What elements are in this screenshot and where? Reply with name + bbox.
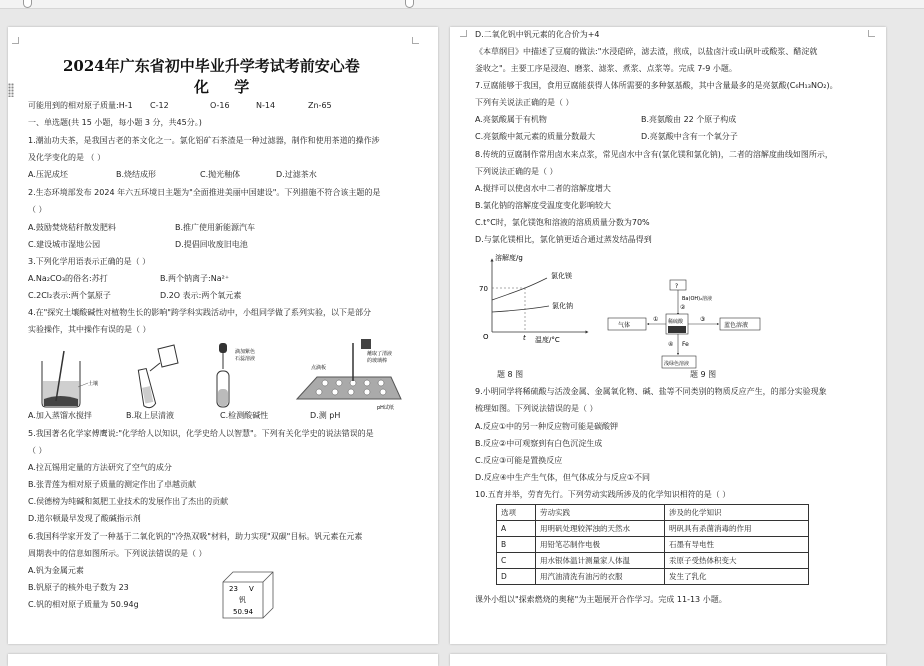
q3-option-d: D.2O 表示:两个氧元素 [160, 291, 242, 300]
solubility-chart [475, 252, 595, 342]
series-label-nacl: 氯化钠 [552, 302, 573, 310]
table-cell: 用铅笔芯制作电极 [536, 537, 665, 553]
table-row [497, 553, 809, 569]
q4-option-b: B.取上层清液 [126, 411, 175, 420]
horizontal-ruler[interactable] [0, 0, 924, 9]
q2-option-c: C.建设城市湿地公园 [28, 240, 101, 249]
q3-option-c: C.2Cl₂表示:两个氯原子 [28, 291, 111, 300]
q8-stem-cont: 下列说法正确的是（ ） [475, 167, 558, 176]
blue-solution-label: 蓝色溶液 [724, 322, 749, 329]
q6-option-b: B.钒原子的核外电子数为 23 [28, 583, 129, 592]
q5-stem: 5.我国著名化学家傅鹰说:"化学给人以知识，化学史给人以智慧"。下列有关化学史的说法错误的是 [28, 429, 374, 438]
table-cell: 用汽油清洗有油污的衣服 [536, 569, 665, 585]
q6-option-d: D.二氧化钒中钒元素的化合价为+4 [475, 30, 600, 39]
q4-stem: 4.在"探究土壤酸碱性对植物生长的影响"跨学科实践活动中，小组同学做了系列实验，以下是部分 [28, 308, 371, 317]
table-cell: D [497, 569, 536, 585]
q4-option-d: D.测 pH [310, 411, 341, 420]
q4-stem-cont: 实验操作，其中操作有误的是（ ） [28, 325, 151, 334]
q5-option-b: B.张青莲为相对原子质量的测定作出了卓越贡献 [28, 480, 197, 489]
table-cell: A [497, 521, 536, 537]
page-corner-mark [12, 37, 19, 44]
page-corner-mark [868, 30, 875, 37]
chart-x-axis-label: 温度/°C [535, 336, 560, 344]
subject-title: 化 学 [194, 78, 260, 96]
q1-stem-cont: 及化学变化的是 （ ） [28, 153, 106, 162]
q1-option-d: D.过滤茶水 [276, 170, 317, 179]
drag-handle-dots[interactable] [8, 83, 14, 97]
q4-figure-ph [291, 337, 411, 417]
element-mass: 50.94 [233, 608, 254, 616]
q8-option-b: B.氯化钠的溶解度受温度变化影响较大 [475, 201, 612, 210]
document-page-3-top [8, 654, 438, 666]
table-row [497, 521, 809, 537]
table-cell: 用明矾处理较浑浊的天然水 [536, 521, 665, 537]
reaction-diagram [608, 278, 808, 378]
q2-option-b: B.推广使用新能源汽车 [175, 223, 256, 232]
q3-stem: 3.下列化学用语表示正确的是（ ） [28, 257, 151, 266]
chart-tick-t: t [523, 334, 526, 342]
q9-option-c: C.反应③可能是置换反应 [475, 456, 563, 465]
q1-option-a: A.压泥成坯 [28, 170, 68, 179]
q1-option-b: B.烧结成形 [116, 170, 157, 179]
atomic-mass-n: N-14 [256, 101, 276, 110]
document-page-4-top [450, 654, 886, 666]
element-atomic-number: 23 [229, 585, 238, 593]
series-label-mgcl2: 氯化镁 [551, 272, 572, 280]
q7-stem: 7.豆腐能够于我国，食用豆腐能获得人体所需要的多种氨基酸，其中含量最多的是亮氨酸(C₆H₁₃NO₂)。 [475, 81, 838, 90]
document-page-2 [450, 27, 886, 644]
q8-stem: 8.传统的豆腐制作常用卤水来点浆，常见卤水中含有(氯化镁和氯化钠)，二者的溶解度曲线如图所示， [475, 150, 833, 159]
figure-8-caption: 题 8 图 [497, 370, 524, 379]
page-title: 2024年广东省初中毕业升学考试考前安心卷 [63, 57, 360, 75]
atomic-mass-c: C-12 [150, 101, 169, 110]
reaction-1-num: ① [653, 316, 659, 323]
table-header: 涉及的化学知识 [665, 505, 809, 521]
q3-option-b: B.两个钠离子:Na²⁺ [160, 274, 230, 283]
q5-option-a: A.拉瓦锡用定量的方法研究了空气的成分 [28, 463, 172, 472]
q1-option-c: C.抛光釉体 [200, 170, 241, 179]
q4-option-a: A.加入蒸馏水搅拌 [28, 411, 92, 420]
soil-label: 土壤 [88, 381, 99, 387]
table-cell: 明矾具有杀菌消毒的作用 [665, 521, 809, 537]
q9-option-a: A.反应①中的另一种反应物可能是碳酸钾 [475, 422, 619, 431]
passage-7-9-cont: 釜收之"。主要工序是浸泡、磨浆、滤浆、煮浆、点浆等。完成 7-9 小题。 [475, 64, 737, 73]
left-indent-marker[interactable] [23, 0, 32, 8]
q4-figure-beaker [30, 341, 99, 411]
table-cell: 用水银体温计测量家人体温 [536, 553, 665, 569]
table-header: 选项 [497, 505, 536, 521]
q7-option-a: A.亮氨酸属于有机物 [475, 115, 547, 124]
q8-option-d: D.与氯化镁相比，氯化钠更适合通过蒸发结晶得到 [475, 235, 652, 244]
passage-11-13: 课外小组以"探索燃烧的奥秘"为主题展开合作学习。完成 11-13 小题。 [475, 595, 727, 604]
q9-stem: 9.小明同学将稀硫酸与活泼金属、金属氧化物、碱、盐等不同类别的物质反应产生，的部分实验现象 [475, 387, 827, 396]
page-corner-mark [460, 30, 467, 37]
q6-stem-cont: 周期表中的信息如图所示。下列说法错误的是（ ） [28, 549, 207, 558]
reaction-4-num: ④ [668, 341, 674, 348]
q2-option-d: D.提倡回收废旧电池 [175, 240, 248, 249]
acid-label: 稀硫酸 [668, 319, 684, 325]
table-row [497, 537, 809, 553]
q1-stem: 1.潮汕功夫茶，是我国古老的茶文化之一。氯化铝矿石茶渣是一种过滤器，制作和使用茶道的操作涉 [28, 136, 380, 145]
q7-option-c: C.亮氨酸中氮元素的质量分数最大 [475, 132, 596, 141]
page-corner-mark [412, 37, 419, 44]
element-name: 钒 [239, 596, 246, 604]
reaction-2-num: ② [680, 304, 686, 311]
q10-table [496, 504, 809, 585]
q3-option-a: A.Na₂CO₃的俗名:苏打 [28, 274, 108, 283]
q6-option-c: C.钒的相对原子质量为 50.94g [28, 600, 139, 609]
q2-option-a: A.鼓励焚烧秸秆散发肥料 [28, 223, 116, 232]
table-cell: 石墨有导电性 [665, 537, 809, 553]
q4-figure-pouring [128, 341, 188, 411]
section-heading: 一、单选题(共 15 小题，每小题 3 分，共45分。) [28, 118, 202, 127]
chart-y-axis-label: 溶解度/g [495, 254, 523, 262]
indicator-label-2: 石蕊溶液 [235, 356, 256, 362]
gas-label: 气体 [618, 322, 631, 329]
q4-option-c: C.检测酸碱性 [220, 411, 269, 420]
reaction-3-num: ③ [700, 316, 706, 323]
green-solution-label: 浅绿色溶液 [664, 361, 690, 367]
unknown-product: ? [675, 283, 679, 290]
q7-option-b: B.亮氨酸由 22 个原子构成 [641, 115, 737, 124]
document-page-1 [8, 27, 438, 644]
q9-option-d: D.反应④中生产生气体，但气体成分与反应①不同 [475, 473, 651, 482]
chart-tick-70: 70 [479, 285, 488, 293]
element-symbol: V [249, 585, 254, 593]
table-row [497, 569, 809, 585]
atomic-mass-o: O-16 [210, 101, 230, 110]
atomic-mass-label: 可能用到的相对原子质量:H-1 [28, 101, 133, 110]
table-cell: 发生了乳化 [665, 569, 809, 585]
table-header: 劳动实践 [536, 505, 665, 521]
q5-option-d: D.道尔顿最早发现了酸碱指示剂 [28, 514, 141, 523]
baoh2-label: Ba(OH)₂溶液 [682, 296, 713, 302]
q5-option-c: C.侯德榜为纯碱和氮肥工业技术的发展作出了杰出的贡献 [28, 497, 229, 506]
q2-stem: 2.生态环境部发布 2024 年六五环境日主题为"全面推进美丽中国建设"。下列措施不符合该主题的是 [28, 188, 381, 197]
q9-option-b: B.反应②中可观察到有白色沉淀生成 [475, 439, 603, 448]
iron-label: Fe [682, 341, 689, 348]
rod-label: 蘸取了清液 [367, 351, 393, 357]
passage-7-9: 《本草纲目》中描述了豆腐的做法:"水浸硙碎，滤去渣，煎成，以盐卤汁或山矾叶或酸浆、醋淀就 [475, 47, 818, 56]
q9-stem-cont: 梳理如图。下列说法错误的是（ ） [475, 404, 598, 413]
q6-option-a: A.钒为金属元素 [28, 566, 84, 575]
q8-option-c: C.t°C时，氯化镁饱和溶液的溶质质量分数为70% [475, 218, 650, 227]
table-cell: B [497, 537, 536, 553]
right-indent-marker[interactable] [405, 0, 414, 8]
q10-stem: 10.五育并举，劳育先行。下列劳动实践所涉及的化学知识相符的是（ ） [475, 490, 731, 499]
table-cell: C [497, 553, 536, 569]
ph-paper-label: pH试纸 [377, 405, 394, 411]
q2-stem-cont: （ ） [28, 205, 47, 214]
table-header-row [497, 505, 809, 521]
indicator-label: 滴加紫色 [235, 349, 256, 355]
q5-stem-cont: （ ） [28, 446, 47, 455]
plate-label: 点滴板 [311, 365, 327, 371]
q7-option-d: D.亮氨酸中含有一个氧分子 [641, 132, 738, 141]
q7-stem-cont: 下列有关说法正确的是（ ） [475, 98, 574, 107]
chart-origin: O [483, 333, 489, 341]
table-cell: 汞原子受热体积变大 [665, 553, 809, 569]
q4-figure-indicator [213, 341, 303, 411]
q8-option-a: A.搅拌可以使卤水中二者的溶解度增大 [475, 184, 611, 193]
rod-label-2: 的玻璃棒 [367, 358, 388, 364]
atomic-mass-zn: Zn-65 [308, 101, 332, 110]
figure-9-caption: 题 9 图 [690, 370, 717, 379]
q6-stem: 6.我国科学家开发了一种基于二氧化钒的"冷热双吸"材料，助力实现"双碳"目标。钒元素在元素 [28, 532, 363, 541]
element-card [223, 572, 275, 618]
